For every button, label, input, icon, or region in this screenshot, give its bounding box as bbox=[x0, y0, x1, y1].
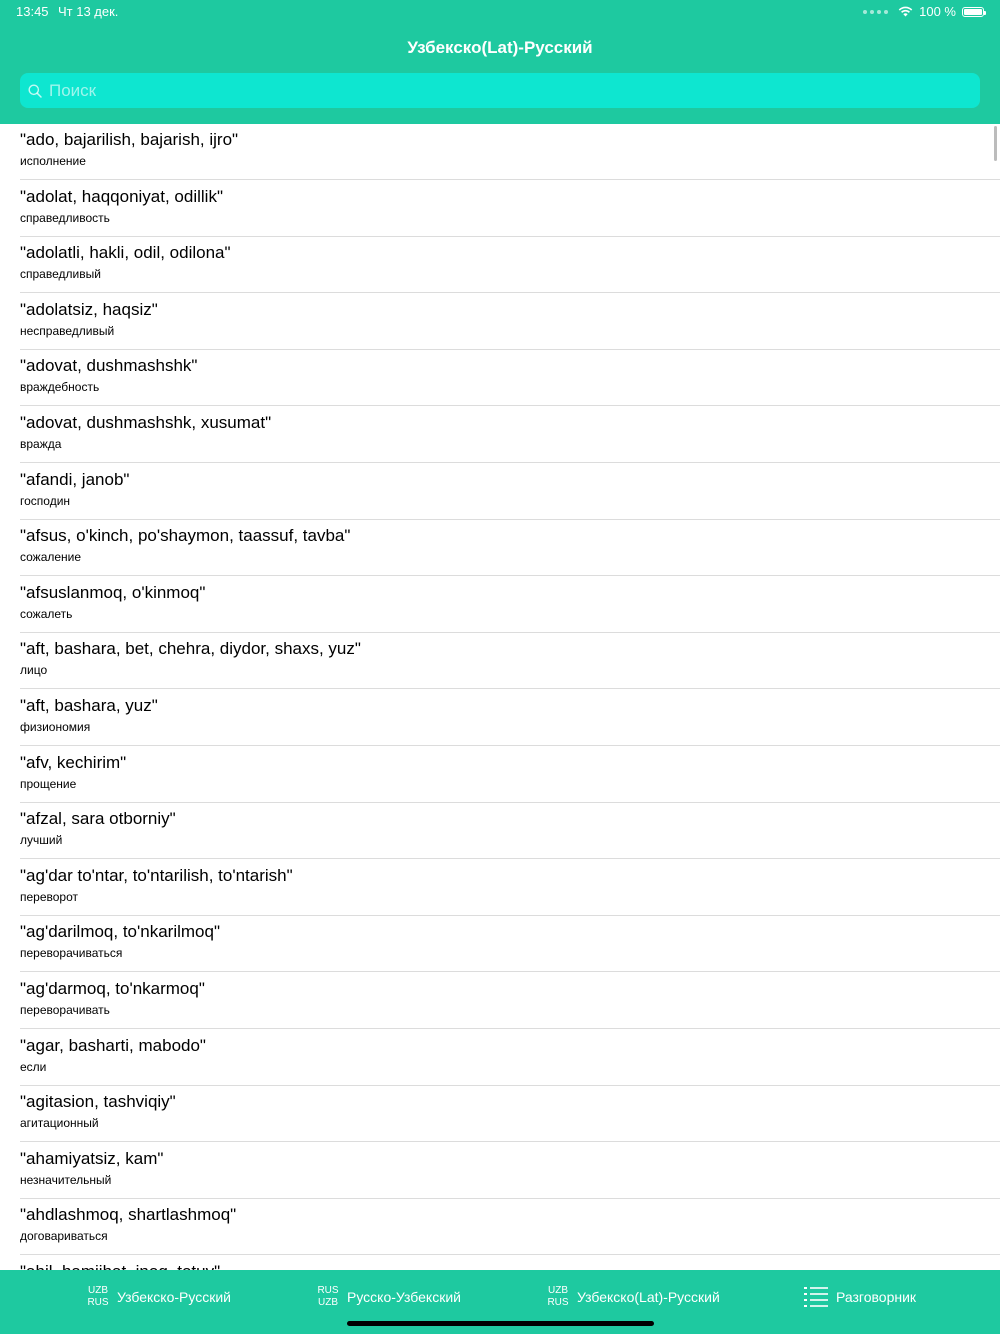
entry-word: "adovat, dushmashshk, xusumat" bbox=[20, 413, 272, 432]
search-input[interactable] bbox=[49, 81, 949, 101]
tab-russian-uzbek[interactable] bbox=[317, 1284, 461, 1310]
entry-word: "ag'dar to'ntar, to'ntarilish, to'ntarish" bbox=[20, 865, 293, 885]
entry-translation: незначительный bbox=[20, 1172, 112, 1187]
tab-lang-code: RUS UZB bbox=[317, 1285, 339, 1308]
search-bar[interactable] bbox=[20, 73, 980, 108]
list-item[interactable] bbox=[20, 633, 1000, 689]
entry-word: "ag'darilmoq, to'nkarilmoq" bbox=[20, 922, 220, 942]
tab-label: Узбекско(Lat)-Русский bbox=[577, 1289, 720, 1305]
entry-word: "agitasion, tashviqiy" bbox=[20, 1092, 176, 1112]
status-bar bbox=[0, 0, 1000, 24]
list-item[interactable] bbox=[20, 294, 1000, 350]
word-list[interactable] bbox=[0, 124, 1000, 1270]
tab-uzbek-russian[interactable] bbox=[87, 1284, 231, 1310]
entry-translation: господин bbox=[20, 493, 71, 508]
entry-translation: физиономия bbox=[20, 720, 91, 734]
home-indicator bbox=[347, 1321, 654, 1326]
entry-word: "adolat, haqqoniyat, odillik" bbox=[20, 186, 223, 206]
entry-translation: переворачиваться bbox=[20, 946, 123, 961]
entry-word: "adolatsiz, haqsiz" bbox=[20, 299, 158, 319]
entry-translation: прощение bbox=[20, 776, 77, 791]
entry-word: "afv, kechirim" bbox=[20, 752, 127, 772]
entry-translation: несправедливый bbox=[20, 323, 115, 338]
list-item[interactable] bbox=[20, 124, 1000, 180]
tab-uzbek-lat-russian[interactable] bbox=[547, 1284, 720, 1310]
tab-label: Русско-Узбекский bbox=[347, 1289, 461, 1305]
entry-word: "ahdlashmoq, shartlashmoq" bbox=[20, 1205, 237, 1225]
list-item[interactable] bbox=[20, 464, 1000, 520]
entry-translation: сожаление bbox=[20, 550, 82, 565]
entry-word: "aft, bashara, yuz" bbox=[20, 696, 158, 715]
list-item[interactable] bbox=[20, 350, 1000, 406]
entry-translation: агитационный bbox=[20, 1116, 99, 1131]
list-item[interactable] bbox=[20, 916, 1000, 972]
app-header bbox=[0, 0, 1000, 124]
tab-lang-code: UZB RUS bbox=[547, 1285, 569, 1308]
entry-word: "aft, bashara, bet, chehra, diydor, shaxs, yuz" bbox=[20, 639, 361, 659]
entry-translation: исполнение bbox=[20, 154, 86, 168]
tab-phrasebook[interactable] bbox=[804, 1284, 916, 1310]
entry-word: "afsus, o'kinch, po'shaymon, taassuf, tavba" bbox=[20, 526, 351, 546]
entry-translation: справедливость bbox=[20, 210, 110, 225]
list-item[interactable] bbox=[20, 690, 1000, 746]
entry-translation: враждебность bbox=[20, 380, 100, 395]
list-item[interactable] bbox=[20, 747, 1000, 803]
list-item[interactable] bbox=[20, 803, 1000, 859]
tab-label: Разговорник bbox=[836, 1289, 917, 1305]
wifi-icon bbox=[898, 6, 913, 17]
entry-word: "afzal, sara otborniy" bbox=[20, 809, 176, 829]
tab-label: Узбекско-Русский bbox=[117, 1289, 231, 1305]
entry-translation: вражда bbox=[20, 437, 62, 451]
list-item[interactable] bbox=[20, 973, 1000, 1029]
list-item[interactable] bbox=[20, 237, 1000, 293]
list-item[interactable] bbox=[20, 407, 1000, 463]
entry-word: "ado, bajarilish, bajarish, ijro" bbox=[20, 130, 239, 149]
status-time: 13:45 bbox=[16, 4, 49, 19]
tab-lang-code: UZB RUS bbox=[87, 1285, 109, 1308]
multitasking-dots-icon bbox=[863, 10, 888, 14]
entry-translation: переворот bbox=[20, 889, 79, 904]
entry-word: "afsuslanmoq, o'kinmoq" bbox=[20, 582, 206, 602]
entry-word: "adolatli, hakli, odil, odilona" bbox=[20, 243, 231, 263]
list-item[interactable] bbox=[20, 181, 1000, 237]
search-icon bbox=[28, 84, 42, 98]
entry-translation: лицо bbox=[20, 663, 48, 678]
battery-percentage: 100 % bbox=[919, 4, 956, 19]
entry-translation: лучший bbox=[20, 833, 63, 848]
entry-word: "ag'darmoq, to'nkarmoq" bbox=[20, 979, 205, 998]
list-item[interactable] bbox=[20, 1199, 1000, 1255]
entry-translation: справедливый bbox=[20, 267, 101, 282]
list-item[interactable] bbox=[20, 860, 1000, 916]
list-item[interactable] bbox=[20, 1086, 1000, 1142]
list-item[interactable] bbox=[20, 520, 1000, 576]
status-date: Чт 13 дек. bbox=[58, 4, 119, 19]
page-title: Узбекско(Lat)-Русский bbox=[407, 38, 593, 57]
status-right bbox=[863, 4, 984, 19]
battery-icon bbox=[962, 7, 984, 17]
entry-translation: договариваться bbox=[20, 1229, 108, 1244]
entry-word: "adovat, dushmashshk" bbox=[20, 356, 198, 376]
entry-word: "afandi, janob" bbox=[20, 469, 130, 489]
list-item[interactable] bbox=[20, 577, 1000, 633]
entry-translation: сожалеть bbox=[20, 606, 73, 621]
scrollbar[interactable] bbox=[994, 126, 997, 161]
entry-translation: переворачивать bbox=[20, 1003, 110, 1017]
entry-translation: если bbox=[20, 1059, 47, 1074]
entry-word: "agar, basharti, mabodo" bbox=[20, 1035, 206, 1055]
list-item[interactable] bbox=[20, 1030, 1000, 1086]
entry-word: "ahamiyatsiz, kam" bbox=[20, 1148, 164, 1168]
list-item[interactable] bbox=[20, 1143, 1000, 1199]
list-icon bbox=[804, 1286, 828, 1308]
